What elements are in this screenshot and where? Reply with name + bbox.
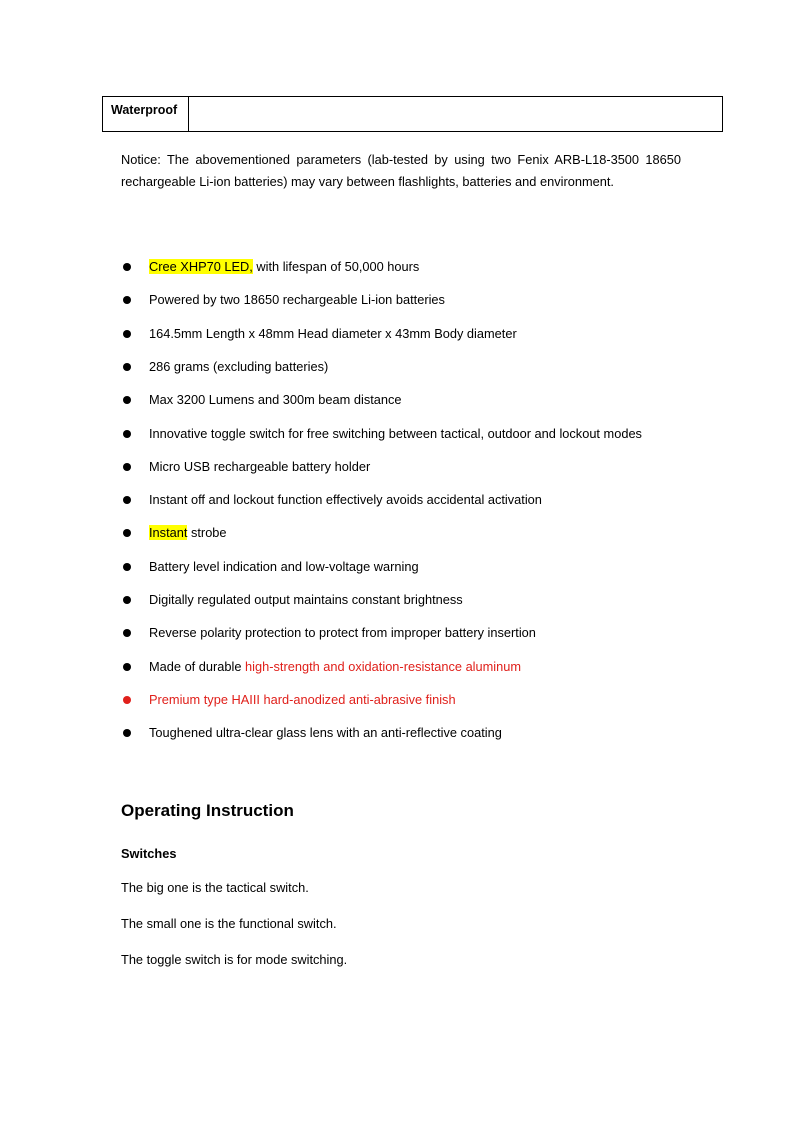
feature-text xyxy=(149,324,517,344)
bullet-icon xyxy=(123,729,131,737)
feature-text xyxy=(149,623,536,643)
instruction-line: The toggle switch is for mode switching. xyxy=(121,952,348,967)
red-text: high-strength and oxidation-resistance aluminum xyxy=(245,658,522,674)
feature-text-segment: Instant off and lockout function effectively avoids accidental activation xyxy=(149,492,542,508)
feature-text xyxy=(149,690,456,710)
feature-text-segment: strobe xyxy=(187,525,227,541)
red-text: Premium type HAIII hard-anodized anti-abrasive finish xyxy=(149,691,456,707)
feature-text-segment: Powered by two 18650 rechargeable Li-ion batteries xyxy=(149,292,445,308)
spec-table xyxy=(102,96,723,132)
highlighted-text: Cree XHP70 LED, xyxy=(149,259,253,274)
section-title-operating: Operating Instruction xyxy=(121,801,294,820)
feature-text-segment: Innovative toggle switch for free switching between tactical, outdoor and lockout modes xyxy=(149,425,642,441)
bullet-icon xyxy=(123,363,131,371)
bullet-icon xyxy=(123,563,131,571)
feature-text xyxy=(149,290,445,310)
feature-text-segment: 286 grams (excluding batteries) xyxy=(149,358,329,374)
bullet-icon xyxy=(123,596,131,604)
bullet-icon xyxy=(123,529,131,537)
feature-text xyxy=(149,723,502,743)
instruction-line: The big one is the tactical switch. xyxy=(121,880,309,895)
instruction-line: The small one is the functional switch. xyxy=(121,916,337,931)
feature-text-segment: Digitally regulated output maintains constant brightness xyxy=(149,592,463,607)
feature-text-segment: Reverse polarity protection to protect from improper battery insertion xyxy=(149,625,536,641)
feature-text-segment: Toughened ultra-clear glass lens with an anti-reflective coating xyxy=(149,725,502,741)
feature-text xyxy=(149,523,227,543)
feature-text xyxy=(149,257,419,277)
feature-text xyxy=(149,357,328,377)
feature-text-segment: with lifespan of 50,000 hours xyxy=(252,259,420,274)
bullet-icon xyxy=(123,463,131,471)
bullet-icon xyxy=(123,330,131,338)
bullet-icon xyxy=(123,629,131,637)
bullet-icon xyxy=(123,696,131,704)
notice-paragraph: Notice: The abovementioned parameters (lab-tested by using two Fenix ARB-L18-3500 18650 rechargeable Li-ion batteries) may vary between flashlights, batteries and environment. xyxy=(121,151,681,189)
feature-text-segment: Battery level indication and low-voltage warning xyxy=(149,558,419,574)
feature-text xyxy=(149,557,419,577)
feature-text xyxy=(149,390,402,410)
bullet-icon xyxy=(123,296,131,304)
feature-text xyxy=(149,424,642,444)
bullet-icon xyxy=(123,263,131,271)
spec-label-waterproof: Waterproof xyxy=(103,97,189,131)
bullet-icon xyxy=(123,430,131,438)
feature-text-segment: Made of durable xyxy=(149,658,246,674)
feature-text xyxy=(149,590,463,610)
bullet-icon xyxy=(123,396,131,404)
feature-text-segment: 164.5mm Length x 48mm Head diameter x 43mm Body diameter xyxy=(149,325,517,341)
feature-text-segment: Max 3200 Lumens and 300m beam distance xyxy=(149,392,402,408)
highlighted-text: Instant xyxy=(149,525,188,541)
subheading-switches: Switches xyxy=(121,846,177,861)
feature-text xyxy=(149,490,542,510)
bullet-icon xyxy=(123,496,131,504)
feature-text-segment: Micro USB rechargeable battery holder xyxy=(149,458,371,474)
feature-text xyxy=(149,457,370,477)
spec-value-waterproof xyxy=(189,97,722,131)
feature-text xyxy=(149,657,521,677)
bullet-icon xyxy=(123,663,131,671)
